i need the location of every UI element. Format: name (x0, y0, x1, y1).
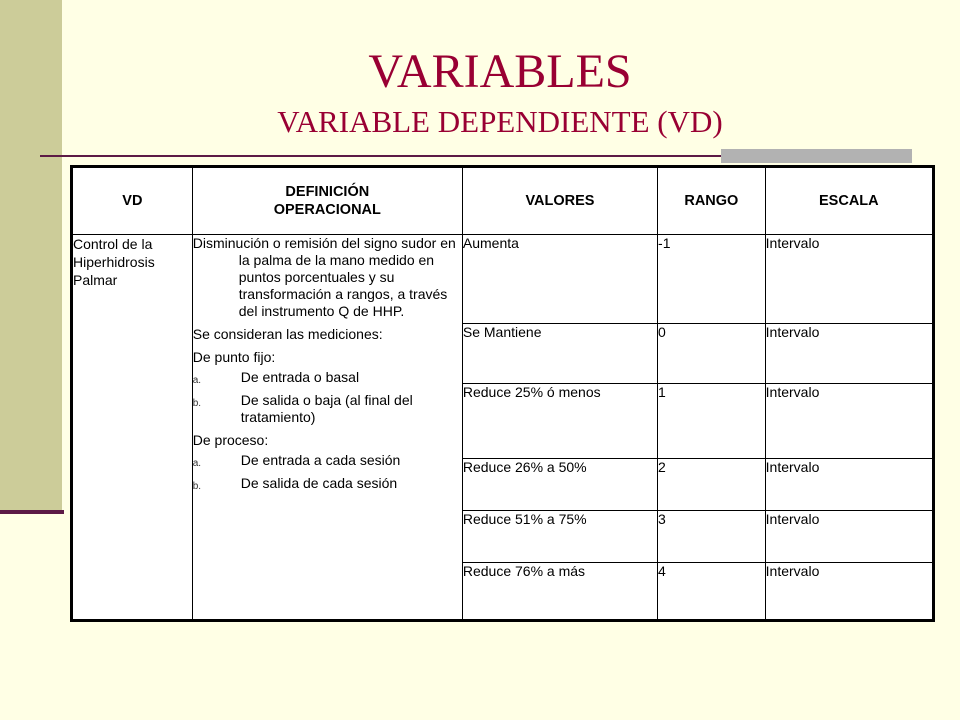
variable-table (70, 165, 935, 622)
table-header-row (72, 167, 934, 235)
escala-cell: Intervalo (765, 324, 933, 384)
rango-cell: 4 (658, 563, 766, 621)
valor-cell: Reduce 25% ó menos (462, 384, 657, 459)
list-item (193, 392, 462, 426)
left-accent-rule (0, 510, 64, 514)
rango-cell: 3 (658, 511, 766, 563)
vd-name-line: Control de la (73, 236, 153, 252)
list-marker: a. (192, 375, 202, 386)
escala-cell: Intervalo (765, 459, 933, 511)
valor-cell: Reduce 76% a más (462, 563, 657, 621)
escala-cell: Intervalo (765, 235, 933, 324)
valor-cell: Se Mantiene (462, 324, 657, 384)
punto-fijo-list (193, 369, 462, 426)
rango-cell: 1 (658, 384, 766, 459)
list-marker: a. (192, 458, 202, 469)
escala-cell: Intervalo (765, 563, 933, 621)
header-valores: VALORES (462, 167, 657, 235)
escala-cell: Intervalo (765, 384, 933, 459)
valor-cell: Reduce 51% a 75% (462, 511, 657, 563)
list-marker: b. (192, 481, 202, 492)
header-definicion-line1: DEFINICIÓN (285, 184, 370, 200)
list-item (193, 475, 462, 495)
list-text: De salida o baja (al final del tratamiento) (240, 392, 413, 425)
list-text: De entrada o basal (240, 369, 360, 385)
list-text: De entrada a cada sesión (240, 452, 401, 468)
definition-cell (192, 235, 462, 621)
rango-cell: 2 (658, 459, 766, 511)
definition-lead: Disminución o remisión del signo sudor en la palma de la mano medido en puntos porcentuales y su transformación a rangos, a través del instrumento Q de HHP. (192, 235, 456, 319)
rango-cell: -1 (658, 235, 766, 324)
rango-cell: 0 (658, 324, 766, 384)
table-row (72, 235, 934, 324)
vd-name-line: Palmar (73, 272, 118, 288)
slide-title: VARIABLES (368, 45, 632, 98)
valor-cell: Aumenta (462, 235, 657, 324)
escala-cell: Intervalo (765, 511, 933, 563)
definition-punto-fijo: De punto fijo: (192, 349, 276, 365)
header-escala: ESCALA (765, 167, 933, 235)
header-definicion-line2: OPERACIONAL (273, 202, 381, 218)
header-vd: VD (72, 167, 193, 235)
header-definicion (192, 167, 462, 235)
decorative-gray-block (721, 149, 912, 163)
proceso-list (193, 452, 462, 495)
slide-subtitle: VARIABLE DEPENDIENTE (VD) (277, 104, 723, 139)
list-item (193, 452, 462, 472)
list-marker: b. (192, 398, 202, 409)
definition-proceso: De proceso: (192, 432, 269, 448)
header-rango: RANGO (658, 167, 766, 235)
list-text: De salida de cada sesión (240, 475, 398, 491)
definition-mediciones: Se consideran las mediciones: (192, 326, 383, 342)
vd-name-line: Hiperhidrosis (73, 254, 155, 270)
list-item (193, 369, 462, 389)
vd-name-cell (72, 235, 193, 621)
valor-cell: Reduce 26% a 50% (462, 459, 657, 511)
